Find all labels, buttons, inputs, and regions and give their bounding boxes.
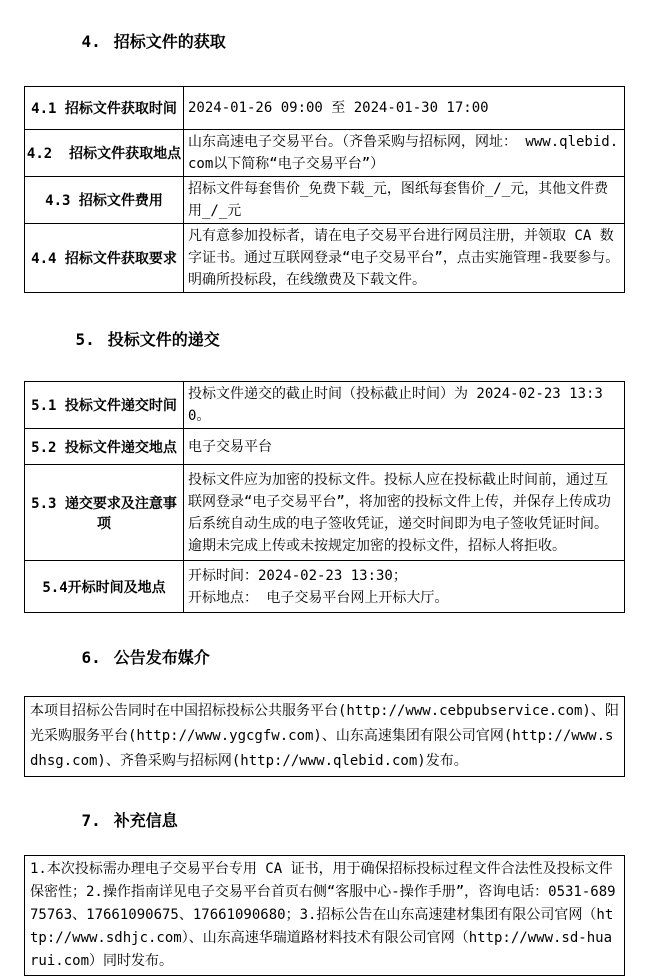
section-number: 7. [81,811,101,830]
section-heading-5 [37,310,626,370]
table-row [25,382,625,429]
row-value: 电子交易平台 [184,429,625,465]
row-label: 5.2 投标文件递交地点 [25,429,184,465]
section-number: 4. [81,32,101,51]
bid-document-acquisition-table [24,86,625,293]
row-value: 2024-01-26 09:00 至 2024-01-30 17:00 [184,87,625,130]
row-value: 投标文件应为加密的投标文件。投标人应在投标截止时间前，通过互联网登录“电子交易平台”，将加密的投标文件上传，并保存上传成功后系统自动生成的电子签收凭证，递交时间即为电子签收凭证时间。逾期未完成上传或未按规定加密的投标文件，招标人将拒收。 [184,465,625,561]
section-number: 5. [75,330,95,349]
table-row [25,224,625,293]
row-label: 4.4 招标文件获取要求 [25,224,184,293]
row-value: 山东高速电子交易平台。（齐鲁采购与招标网，网址： www.qlebid.com以下简称“电子交易平台”） [184,130,625,177]
table-row [25,429,625,465]
row-value: 招标文件每套售价_免费下载_元，图纸每套售价_/_元，其他文件费用_/_元 [184,177,625,224]
row-label: 5.4开标时间及地点 [25,561,184,613]
row-value [184,561,625,613]
section-title: 招标文件的获取 [113,32,226,51]
section-heading-7 [43,791,626,851]
row-value: 凡有意参加投标者，请在电子交易平台进行网员注册，并领取 CA 数字证书。通过互联网登录“电子交易平台”，点击实施管理-我要参与。明确所投标段，在线缴费及下载文件。 [184,224,625,293]
section-heading-6 [43,628,626,688]
opening-place-line: 开标地点： 电子交易平台网上开标大厅。 [188,589,449,606]
row-label: 5.1 投标文件递交时间 [25,382,184,429]
row-label: 5.3 递交要求及注意事项 [25,465,184,561]
row-label: 4.3 招标文件费用 [25,177,184,224]
table-row [25,465,625,561]
section-title: 公告发布媒介 [113,648,210,667]
table-row [25,177,625,224]
announcement-media-box: 本项目招标公告同时在中国招标投标公共服务平台(http://www.cebpubservice.com)、阳光采购服务平台(http://www.ygcgfw.com)、山东高速集团有限公司官网(http://www.sdhsg.com)、齐鲁采购与招标网(http://www.qlebid.com)发布。 [24,696,625,777]
section-title: 补充信息 [113,811,178,830]
table-row [25,87,625,130]
row-label: 4.2 招标文件获取地点 [25,130,184,177]
table-row [25,561,625,613]
section-heading-4 [43,12,626,72]
row-value: 投标文件递交的截止时间（投标截止时间）为 2024-02-23 13:30。 [184,382,625,429]
row-label: 4.1 招标文件获取时间 [25,87,184,130]
section-number: 6. [81,648,101,667]
table-row [25,130,625,177]
opening-time-line: 开标时间：2024-02-23 13:30； [188,567,407,584]
section-title: 投标文件的递交 [107,330,220,349]
bid-submission-table [24,381,625,613]
supplementary-info-box: 1.本次投标需办理电子交易平台专用 CA 证书，用于确保招标投标过程文件合法性及投标文件保密性；2.操作指南详见电子交易平台首页右侧“客服中心-操作手册”，咨询电话：0531-68975763、17661090675、17661090680；3.招标公告在山东高速建材集团有限公司官网（http://www.sdhjc.com）、山东高速华瑞道路材料技术有限公司官网（http://www.sd-huarui.com）同时发布。 [24,855,625,976]
